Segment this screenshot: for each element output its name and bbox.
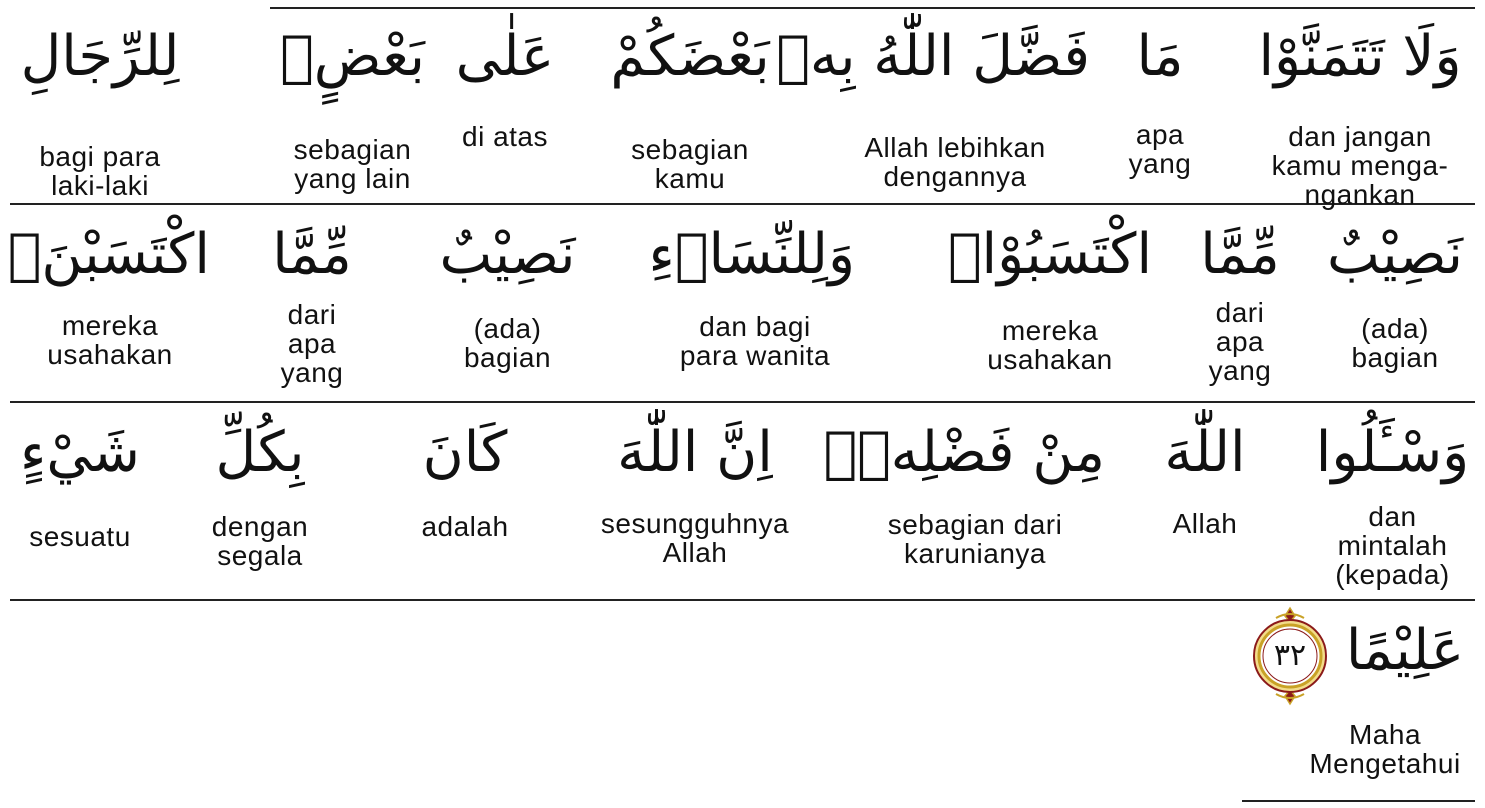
row-divider-2 [10, 401, 1475, 403]
word-block [1245, 12, 1475, 210]
arabic-word: مِّمَّا [1200, 222, 1280, 287]
arabic-word: وَسْـَٔلُوا [1315, 420, 1470, 485]
top-rule [270, 7, 1475, 9]
arabic-word: اللّٰهَ [1164, 420, 1246, 485]
word-translation: sesungguhnya Allah [600, 508, 790, 568]
arabic-word: وَلَا تَتَمَنَّوْا [1258, 24, 1462, 89]
word-block [430, 210, 585, 398]
row-divider-3 [10, 599, 1475, 601]
ayah-number: ٣٢ [1273, 638, 1307, 673]
word-translation: sebagian dari karunianya [887, 509, 1063, 569]
word-block [1310, 408, 1475, 596]
arabic-word: وَلِلنِّسَاۤءِ [648, 222, 855, 287]
arabic-word: لِلرِّجَالِ [20, 24, 180, 89]
word-translation: mereka usahakan [47, 310, 173, 370]
word-translation: dan jangan kamu menga- ngankan [1271, 121, 1449, 210]
word-block [648, 210, 855, 398]
arabic-word: اِنَّ اللّٰهَ [617, 420, 773, 485]
word-block [823, 408, 1105, 596]
arabic-word: كَانَ [422, 420, 508, 485]
word-block [1140, 408, 1270, 596]
word-block [776, 12, 1090, 202]
arabic-word: بَعْضَكُمْ [610, 24, 770, 89]
word-block [7, 210, 210, 398]
arabic-word: بَعْضٍۗ [280, 24, 425, 89]
word-block [1110, 12, 1210, 202]
word-translation: mereka usahakan [987, 315, 1113, 375]
word-translation: sebagian yang lain [293, 134, 412, 194]
arabic-word: مِنْ فَضْلِهٖۗ [823, 420, 1105, 485]
word-block [195, 408, 325, 596]
arabic-word: فَضَّلَ اللّٰهُ بِهٖ [776, 24, 1090, 89]
arabic-word: شَيْءٍ [20, 420, 140, 485]
arabic-word: مَا [1136, 24, 1184, 89]
word-translation: Allah lebihkan dengannya [864, 132, 1046, 192]
arabic-word: نَصِيْبٌ [439, 222, 576, 287]
ayah-end-marker [1250, 606, 1330, 706]
word-translation: di atas [462, 121, 548, 152]
word-block [1190, 210, 1290, 398]
word-translation: Allah [1172, 508, 1238, 539]
word-block [385, 408, 545, 596]
arabic-word: اكْتَسَبْنَۗ [7, 222, 210, 287]
word-translation: sesuatu [29, 521, 131, 552]
arabic-word: عَلٰى [455, 24, 555, 89]
word-translation: Maha Mengetahui [1309, 719, 1461, 779]
arabic-word: مِّمَّا [272, 222, 352, 287]
arabic-word: نَصِيْبٌ [1326, 222, 1464, 287]
word-translation: (ada) bagian [463, 313, 552, 373]
word-translation: (ada) bagian [1351, 313, 1439, 373]
word-translation: apa yang [1128, 119, 1192, 179]
word-translation: dan bagi para wanita [679, 311, 831, 371]
word-block [10, 408, 150, 596]
word-translation: dan mintalah (kepada) [1335, 501, 1450, 590]
word-block [575, 408, 815, 596]
arabic-word: بِكُلِّ [215, 420, 305, 485]
word-block [1320, 210, 1470, 398]
bottom-rule [1242, 800, 1475, 802]
word-block [262, 210, 362, 398]
word-translation: adalah [421, 511, 509, 542]
word-translation: dengan segala [211, 511, 309, 571]
arabic-word: عَلِيْمًا [1345, 618, 1465, 683]
word-block [920, 210, 1180, 398]
word-block [595, 12, 785, 202]
word-block [270, 12, 435, 202]
word-block [10, 12, 190, 202]
word-block [440, 12, 570, 202]
arabic-word: اكْتَسَبُوْاۗ [947, 222, 1153, 287]
word-translation: dari apa yang [1208, 297, 1272, 386]
word-translation: bagi para laki-laki [39, 141, 161, 201]
word-translation: sebagian kamu [631, 134, 749, 194]
word-translation: dari apa yang [280, 299, 344, 388]
